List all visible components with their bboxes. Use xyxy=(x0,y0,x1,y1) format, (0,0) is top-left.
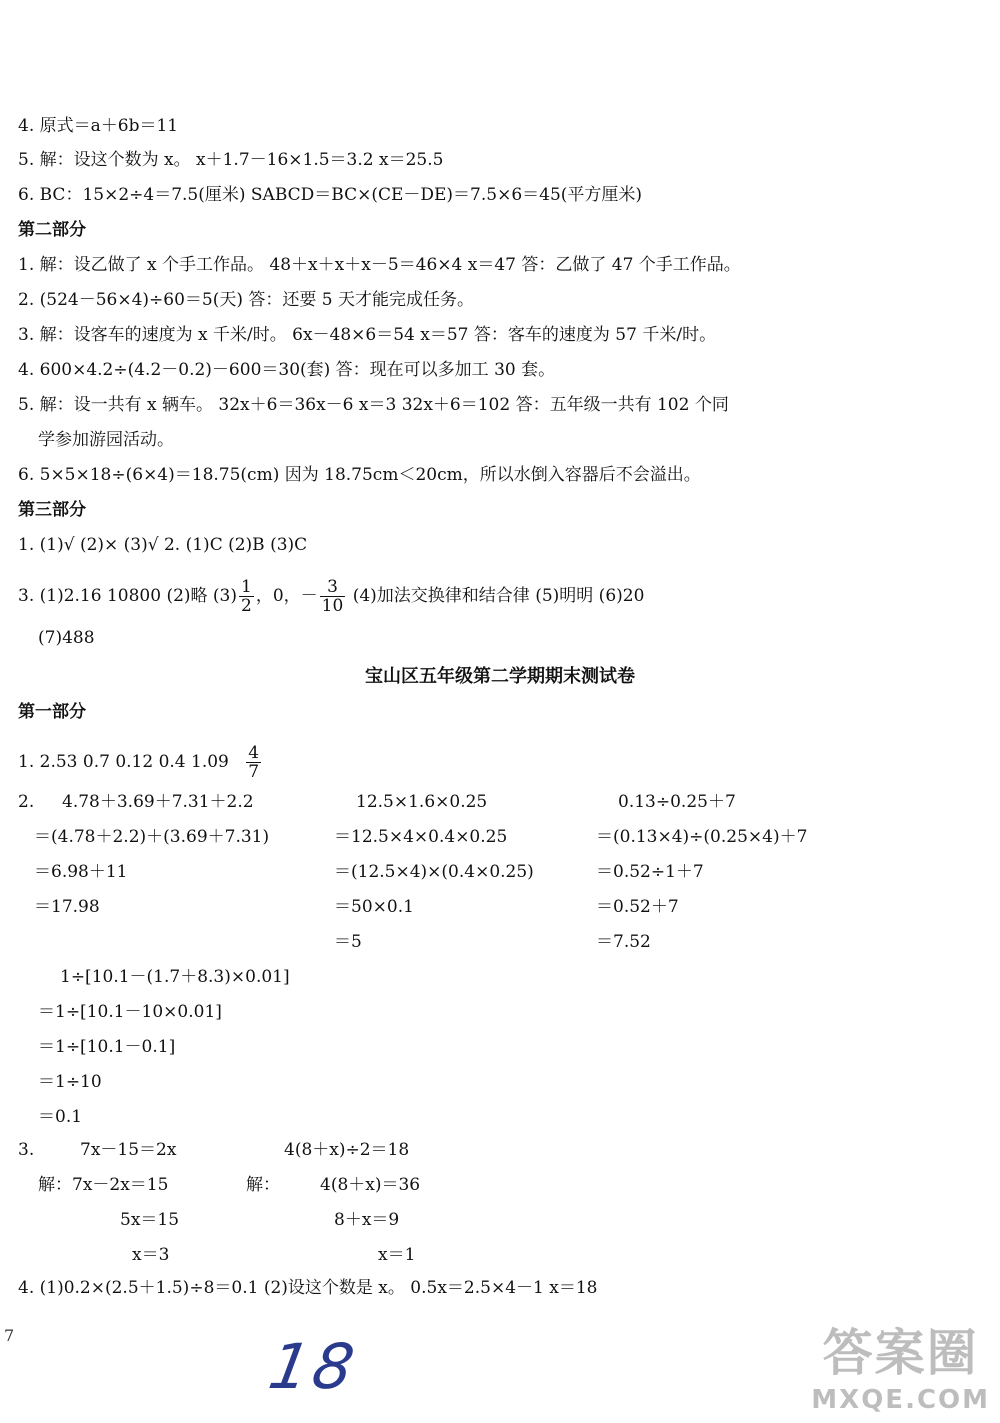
fraction-denominator: 10 xyxy=(321,596,344,616)
calc-col4-line4: ＝1÷10 xyxy=(38,1072,102,1092)
section-heading-new-part1: 第一部分 xyxy=(18,702,86,722)
watermark-text: 答案圈 xyxy=(822,1324,979,1382)
part2-q5-line1: 5. 解：设一共有 x 辆车。 32x＋6＝36x－6 x＝3 32x＋6＝102 答：五年级一共有 102 个同 xyxy=(18,395,729,415)
calc-col4-line3: ＝1÷[10.1－0.1] xyxy=(38,1037,176,1057)
new-part1-q3-label: 3. xyxy=(18,1140,35,1160)
watermark xyxy=(811,1313,990,1415)
part2-q4: 4. 600×4.2÷(4.2－0.2)－600＝30(套) 答：现在可以多加工 30 套。 xyxy=(18,360,556,380)
handwritten-note: 18 xyxy=(263,1330,364,1403)
part2-q6: 6. 5×5×18÷(6×4)＝18.75(cm) 因为 18.75cm＜20cm，所以水倒入容器后不会溢出。 xyxy=(18,465,701,485)
calc-col4-line2: ＝1÷[10.1－10×0.01] xyxy=(38,1002,222,1022)
equation1-line3: 5x＝15 xyxy=(120,1210,180,1230)
answer-line-5: 5. 解：设这个数为 x。 x＋1.7－16×1.5＝3.2 x＝25.5 xyxy=(18,150,444,170)
calc-col1-line4: ＝17.98 xyxy=(34,897,100,917)
calc-col2-line4: ＝50×0.1 xyxy=(334,897,414,917)
answer-line-6: 6. BC：15×2÷4＝7.5(厘米) SABCD＝BC×(CE－DE)＝7.5×6＝45(平方厘米) xyxy=(18,185,643,205)
answer-line-4: 4. 原式＝a＋6b＝11 xyxy=(18,116,179,136)
fraction-numerator: 4 xyxy=(248,743,260,763)
calc-col4-line5: ＝0.1 xyxy=(38,1107,83,1127)
new-part1-q1-values: 1. 2.53 0.7 0.12 0.4 1.09 xyxy=(18,752,229,772)
calc-col2-line2: ＝12.5×4×0.4×0.25 xyxy=(334,827,508,847)
part2-q3: 3. 解：设客车的速度为 x 千米/时。 6x－48×6＝54 x＝57 答：客车的速度为 57 千米/时。 xyxy=(18,325,717,345)
calc-col1-line3: ＝6.98＋11 xyxy=(34,862,128,882)
new-part1-q4: 4. (1)0.2×(2.5＋1.5)÷8＝0.1 (2)设这个数是 x。 0.5x＝2.5×4－1 x＝18 xyxy=(18,1278,598,1298)
equation2-line3: 8＋x＝9 xyxy=(334,1210,400,1230)
equation2-line1: 4(8＋x)÷2＝18 xyxy=(284,1140,410,1160)
watermark-url: MXQE.COM xyxy=(811,1385,990,1415)
equation2-solve-label: 解： xyxy=(246,1175,280,1195)
calc-col1-line2: ＝(4.78＋2.2)＋(3.69＋7.31) xyxy=(34,827,270,847)
part3-q1: 1. (1)√ (2)× (3)√ 2. (1)C (2)B (3)C xyxy=(18,535,308,555)
part3-q3-mid: ，0，－ xyxy=(255,586,318,606)
part2-q2: 2. (524－56×4)÷60＝5(天) 答：还要 5 天才能完成任务。 xyxy=(18,290,475,310)
calc-col3-line3: ＝0.52÷1＋7 xyxy=(596,862,704,882)
new-part1-q2-label: 2. xyxy=(18,792,35,812)
calc-col2-line1: 12.5×1.6×0.25 xyxy=(356,792,488,812)
calc-col3-line2: ＝(0.13×4)÷(0.25×4)＋7 xyxy=(596,827,808,847)
calc-col3-line4: ＝0.52＋7 xyxy=(596,897,679,917)
fraction-denominator: 2 xyxy=(241,596,252,616)
equation1-line4: x＝3 xyxy=(132,1245,170,1265)
calc-col2-line3: ＝(12.5×4)×(0.4×0.25) xyxy=(334,862,534,882)
part3-q3 xyxy=(18,578,644,615)
equation2-line4: x＝1 xyxy=(378,1245,416,1265)
calc-col4-line1: 1÷[10.1－(1.7＋8.3)×0.01] xyxy=(60,967,290,987)
fraction-denominator: 7 xyxy=(248,762,260,782)
test-title: 宝山区五年级第二学期期末测试卷 xyxy=(365,666,635,687)
calc-col1-line1: 4.78＋3.69＋7.31＋2.2 xyxy=(62,792,254,812)
section-heading-part3: 第三部分 xyxy=(18,500,86,520)
part2-q5-line2: 学参加游园活动。 xyxy=(38,430,174,450)
calc-col2-line5: ＝5 xyxy=(334,932,362,952)
calc-col3-line5: ＝7.52 xyxy=(596,932,651,952)
calc-col3-line1: 0.13÷0.25＋7 xyxy=(618,792,736,812)
part3-q3-suffix: (4)加法交换律和结合律 (5)明明 (6)20 xyxy=(347,586,645,606)
part3-q3-prefix: 3. (1)2.16 10800 (2)略 (3) xyxy=(18,586,238,606)
fraction-four-sevenths xyxy=(246,744,261,781)
section-heading-part2: 第二部分 xyxy=(18,220,86,240)
fraction-one-half xyxy=(239,578,254,615)
fraction-numerator: 3 xyxy=(320,578,346,597)
page-number: 7 xyxy=(4,1326,15,1345)
fraction-numerator: 1 xyxy=(241,577,252,597)
part3-q3-line2: (7)488 xyxy=(38,628,95,648)
new-part1-q1 xyxy=(18,744,263,781)
equation1-line2: 解：7x－2x＝15 xyxy=(38,1175,169,1195)
part2-q1: 1. 解：设乙做了 x 个手工作品。 48＋x＋x＋x－5＝46×4 x＝47 答：乙做了 47 个手工作品。 xyxy=(18,255,741,275)
equation1-line1: 7x－15＝2x xyxy=(80,1140,177,1160)
fraction-three-tenths xyxy=(320,578,346,615)
equation2-line2: 4(8＋x)＝36 xyxy=(320,1175,421,1195)
